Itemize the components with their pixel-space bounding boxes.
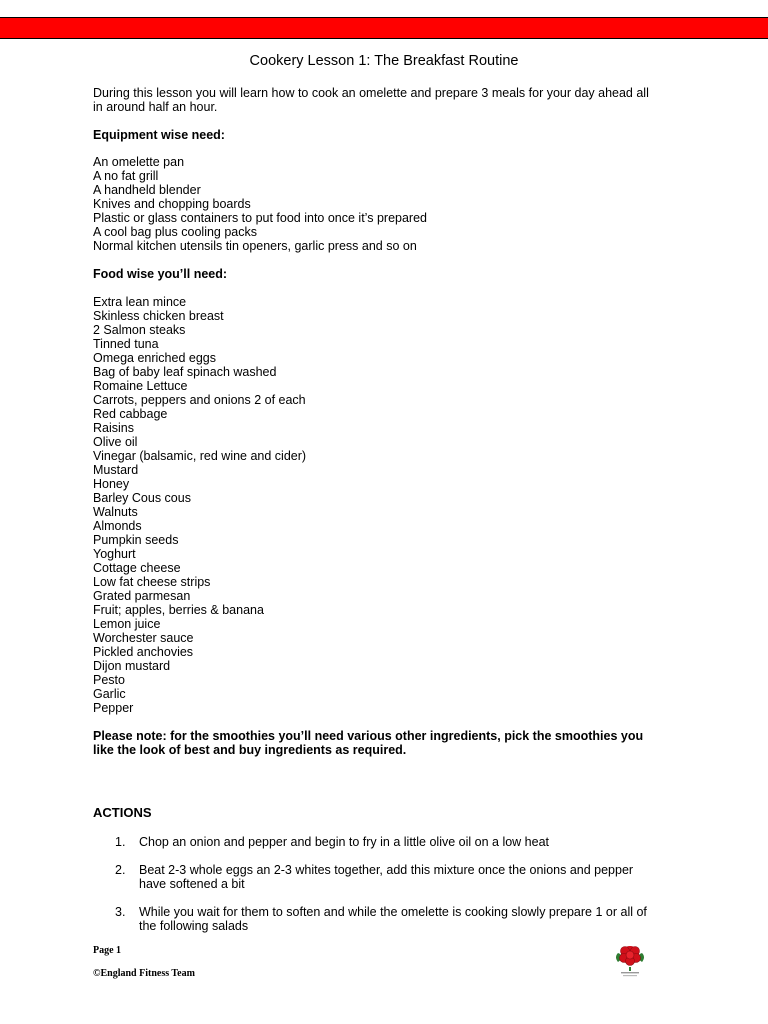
action-number: 3. xyxy=(115,905,126,919)
footer-page-number: Page 1 xyxy=(93,945,122,956)
list-item: Pesto xyxy=(93,673,125,687)
intro-paragraph xyxy=(93,86,693,114)
food-heading: Food wise you’ll need: xyxy=(93,267,228,281)
list-item: Lemon juice xyxy=(93,617,161,631)
food-list xyxy=(93,295,693,715)
list-item: Pumpkin seeds xyxy=(93,533,179,547)
intro-line: During this lesson you will learn how to cook an omelette and prepare 3 meals for your day ahead all xyxy=(93,86,649,100)
list-item: Mustard xyxy=(93,463,139,477)
header-red-bar xyxy=(0,17,768,39)
action-text: While you wait for them to soften and while the omelette is cooking slowly prepare 1 or all of xyxy=(139,905,647,919)
smoothie-note xyxy=(93,729,683,757)
list-item: Extra lean mince xyxy=(93,295,187,309)
list-item: Low fat cheese strips xyxy=(93,575,211,589)
note-line: Please note: for the smoothies you’ll need various other ingredients, pick the smoothies you xyxy=(93,729,644,743)
action-number: 1. xyxy=(115,835,126,849)
actions-heading: ACTIONS xyxy=(93,805,152,820)
intro-line: in around half an hour. xyxy=(93,100,218,114)
list-item: Skinless chicken breast xyxy=(93,309,224,323)
list-item: Olive oil xyxy=(93,435,138,449)
list-item: Pepper xyxy=(93,701,134,715)
equipment-heading: Equipment wise need: xyxy=(93,128,225,142)
note-line: like the look of best and buy ingredients as required. xyxy=(93,743,407,757)
list-item: Knives and chopping boards xyxy=(93,197,251,211)
list-item: Grated parmesan xyxy=(93,589,191,603)
action-text: have softened a bit xyxy=(139,877,245,891)
list-item: Honey xyxy=(93,477,130,491)
list-item: Normal kitchen utensils tin openers, garlic press and so on xyxy=(93,239,417,253)
list-item: Pickled anchovies xyxy=(93,645,194,659)
list-item: Fruit; apples, berries & banana xyxy=(93,603,264,617)
equipment-list xyxy=(93,155,693,253)
list-item: Dijon mustard xyxy=(93,659,171,673)
list-item: Vinegar (balsamic, red wine and cider) xyxy=(93,449,307,463)
list-item: Carrots, peppers and onions 2 of each xyxy=(93,393,306,407)
list-item: Tinned tuna xyxy=(93,337,159,351)
list-item: Cottage cheese xyxy=(93,561,181,575)
list-item: A handheld blender xyxy=(93,183,201,197)
list-item: Romaine Lettuce xyxy=(93,379,188,393)
list-item: Barley Cous cous xyxy=(93,491,191,505)
list-item: Walnuts xyxy=(93,505,138,519)
list-item: An omelette pan xyxy=(93,155,185,169)
list-item: Yoghurt xyxy=(93,547,136,561)
footer-copyright: ©England Fitness Team xyxy=(93,968,195,979)
list-item: Raisins xyxy=(93,421,134,435)
list-item: Omega enriched eggs xyxy=(93,351,216,365)
action-text: the following salads xyxy=(139,919,249,933)
list-item: Almonds xyxy=(93,519,142,533)
action-number: 2. xyxy=(115,863,126,877)
action-text: Chop an onion and pepper and begin to fry in a little olive oil on a low heat xyxy=(139,835,550,849)
list-item: Garlic xyxy=(93,687,126,701)
list-item: Bag of baby leaf spinach washed xyxy=(93,365,277,379)
list-item: A cool bag plus cooling packs xyxy=(93,225,257,239)
england-rose-icon xyxy=(612,940,648,980)
page-title: Cookery Lesson 1: The Breakfast Routine xyxy=(249,53,519,69)
action-text: Beat 2-3 whole eggs an 2-3 whites together, add this mixture once the onions and pepper xyxy=(139,863,634,877)
list-item: A no fat grill xyxy=(93,169,159,183)
list-item: Plastic or glass containers to put food into once it’s prepared xyxy=(93,211,427,225)
list-item: Red cabbage xyxy=(93,407,168,421)
list-item: 2 Salmon steaks xyxy=(93,323,186,337)
list-item: Worchester sauce xyxy=(93,631,194,645)
